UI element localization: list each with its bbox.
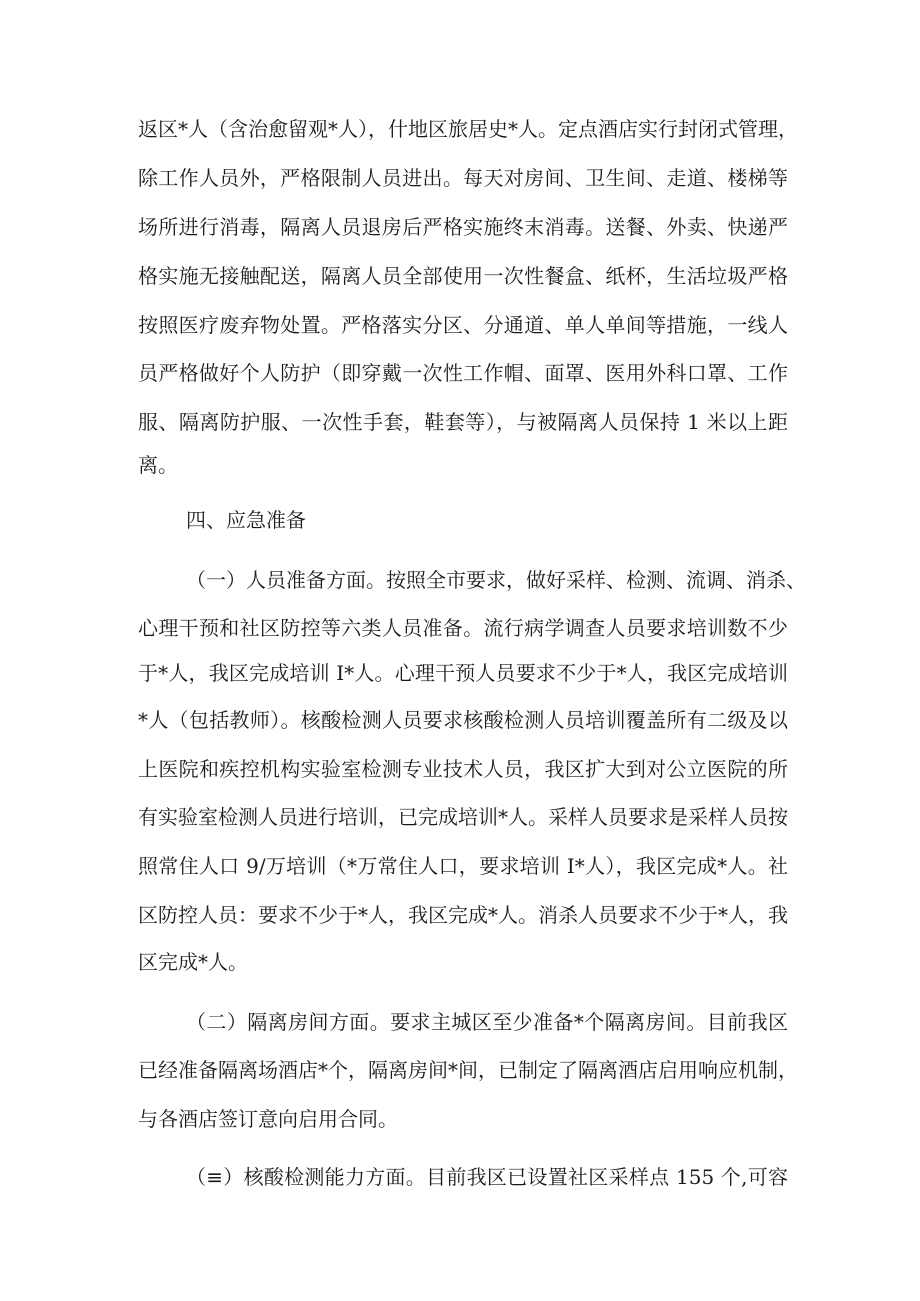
text-line: 与各酒店签订意向启用合同。 [138,1107,398,1131]
text-line: 于*人，我区完成培训 I*人。心理干预人员要求不少于*人，我区完成培训 [138,661,788,685]
text-line: 上医院和疾控机构实验室检测专业技术人员，我区扩大到对公立医院的所 [138,757,788,781]
text-line: 除工作人员外，严格限制人员进出。每天对房间、卫生间、走道、楼梯等 [138,166,788,190]
text-line: 场所进行消毒，隔离人员退房后严格实施终末消毒。送餐、外卖、快递严 [138,215,788,239]
text-line: （一）人员准备方面。按照全市要求，做好采样、检测、流调、消杀、 [186,568,806,592]
text-line: 格实施无接触配送，隔离人员全部使用一次性餐盒、纸杯，生活垃圾严格 [138,264,788,288]
text-line: （二）隔离房间方面。要求主城区至少准备*个隔离房间。目前我区 [186,1010,788,1034]
text-line: 有实验室检测人员进行培训，已完成培训*人。采样人员要求是采样人员按 [138,805,788,829]
text-line: 心理干预和社区防控等六类人员准备。流行病学调查人员要求培训数不少 [138,616,788,640]
text-line: （≡）核酸检测能力方面。目前我区已设置社区采样点 155 个,可容 [186,1165,788,1189]
text-line: 区防控人员：要求不少于*人，我区完成*人。消杀人员要求不少于*人，我 [138,903,788,927]
text-line: 员严格做好个人防护（即穿戴一次性工作帽、面罩、医用外科口罩、工作 [138,361,788,385]
text-line: 服、隔离防护服、一次性手套，鞋套等），与被隔离人员保持 1 米以上距 [138,410,788,434]
text-line: 区完成*人。 [138,950,248,974]
text-line: *人（包括教师）。核酸检测人员要求核酸检测人员培训覆盖所有二级及以 [138,708,788,732]
text-line: 已经准备隔离场酒店*个，隔离房间*间，已制定了隔离酒店启用响应机制， [138,1058,798,1082]
text-line: 按照医疗废弃物处置。严格落实分区、分通道、单人单间等措施，一线人 [138,313,788,337]
section-heading: 四、应急准备 [186,508,306,532]
text-line: 照常住人口 9/万培训（*万常住人口，要求培训 I*人），我区完成*人。社 [138,854,788,878]
text-line: 离。 [138,453,178,477]
text-line: 返区*人（含治愈留观*人），什地区旅居史*人。定点酒店实行封闭式管理， [138,117,798,141]
